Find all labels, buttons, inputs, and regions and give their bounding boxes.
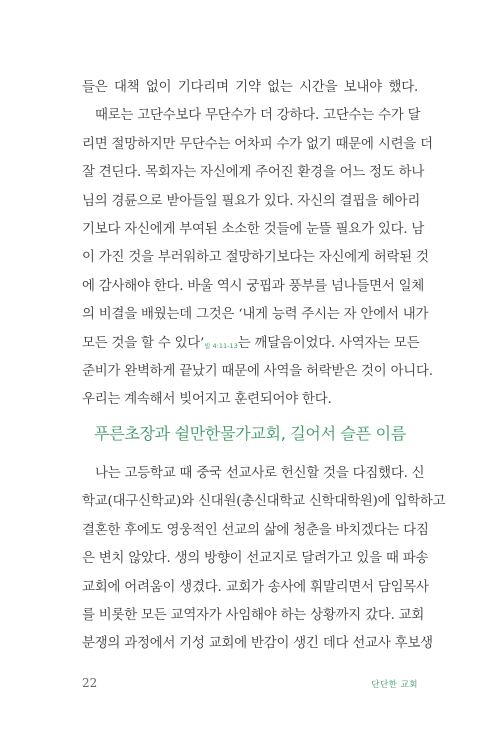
text-line: 들은 대책 없이 기다리며 기약 없는 시간을 보내야 했다.: [82, 80, 418, 95]
body-text-bottom: [82, 460, 446, 659]
text-line: 학교(대구신학교)와 신대원(총신대학교 신학대학원)에 입학하고: [82, 494, 446, 510]
text-line: 의 비결을 배웠는데 그것은 ‘내게 능력 주시는 자 안에서 내가: [82, 307, 429, 323]
text-line: 리면 절망하지만 무단수는 어차피 수가 없기 때문에 시련을 더: [82, 136, 433, 152]
scripture-reference: 빌 4:11-13: [204, 341, 238, 350]
text-line: 준비가 완벽하게 끝났기 때문에 사역을 허락받은 것이 아니다.: [82, 363, 433, 379]
running-title: 단단한 교회: [371, 680, 418, 690]
text-line: 님의 경륜으로 받아들일 필요가 있다. 자신의 결핍을 헤아리: [82, 193, 421, 209]
text-line-with-reference: [82, 330, 418, 358]
text-line: 이 가진 것을 부러워하고 절망하기보다는 자신에게 허락된 것: [82, 250, 429, 266]
page-number: 22: [82, 676, 98, 690]
text-line: 에 감사해야 한다. 바울 역시 궁핍과 풍부를 넘나들면서 일체: [82, 278, 425, 294]
text-line: 나는 고등학교 때 중국 선교사로 헌신할 것을 다짐했다. 신: [95, 466, 425, 481]
text-line: 분쟁의 과정에서 기성 교회에 반감이 생긴 데다 선교사 후보생: [82, 636, 433, 652]
text-line: 잘 견딘다. 목회자는 자신에게 주어진 환경을 어느 정도 하나: [82, 165, 425, 181]
text-line: 교회에 어려움이 생겼다. 교회가 송사에 휘말리면서 담임목사: [82, 579, 429, 595]
text-line: 은 변치 않았다. 생의 방향이 선교지로 달려가고 있을 때 파송: [82, 551, 429, 567]
section-heading: 푸른초장과 쉴만한물가교회, 길어서 슬픈 이름: [94, 424, 406, 443]
quote-text: 모든 것을 할 수 있다’: [82, 335, 205, 351]
quote-continuation: 는 깨달음이었다. 사역자는 모든: [237, 335, 420, 351]
text-line: 우리는 계속해서 빚어지고 훈련되어야 한다.: [82, 392, 332, 408]
page-footer: [82, 676, 418, 692]
text-line: 때로는 고단수보다 무단수가 더 강하다. 고단수는 수가 달: [95, 108, 421, 124]
text-line: 결혼한 후에도 영웅적인 선교의 삶에 청춘을 바치겠다는 다짐: [82, 522, 429, 538]
text-line: 를 비롯한 모든 교역자가 사임해야 하는 상황까지 갔다. 교회: [82, 607, 425, 623]
body-text-top: [82, 74, 433, 415]
text-line: 기보다 자신에게 부여된 소소한 것들에 눈뜰 필요가 있다. 남: [82, 221, 425, 237]
